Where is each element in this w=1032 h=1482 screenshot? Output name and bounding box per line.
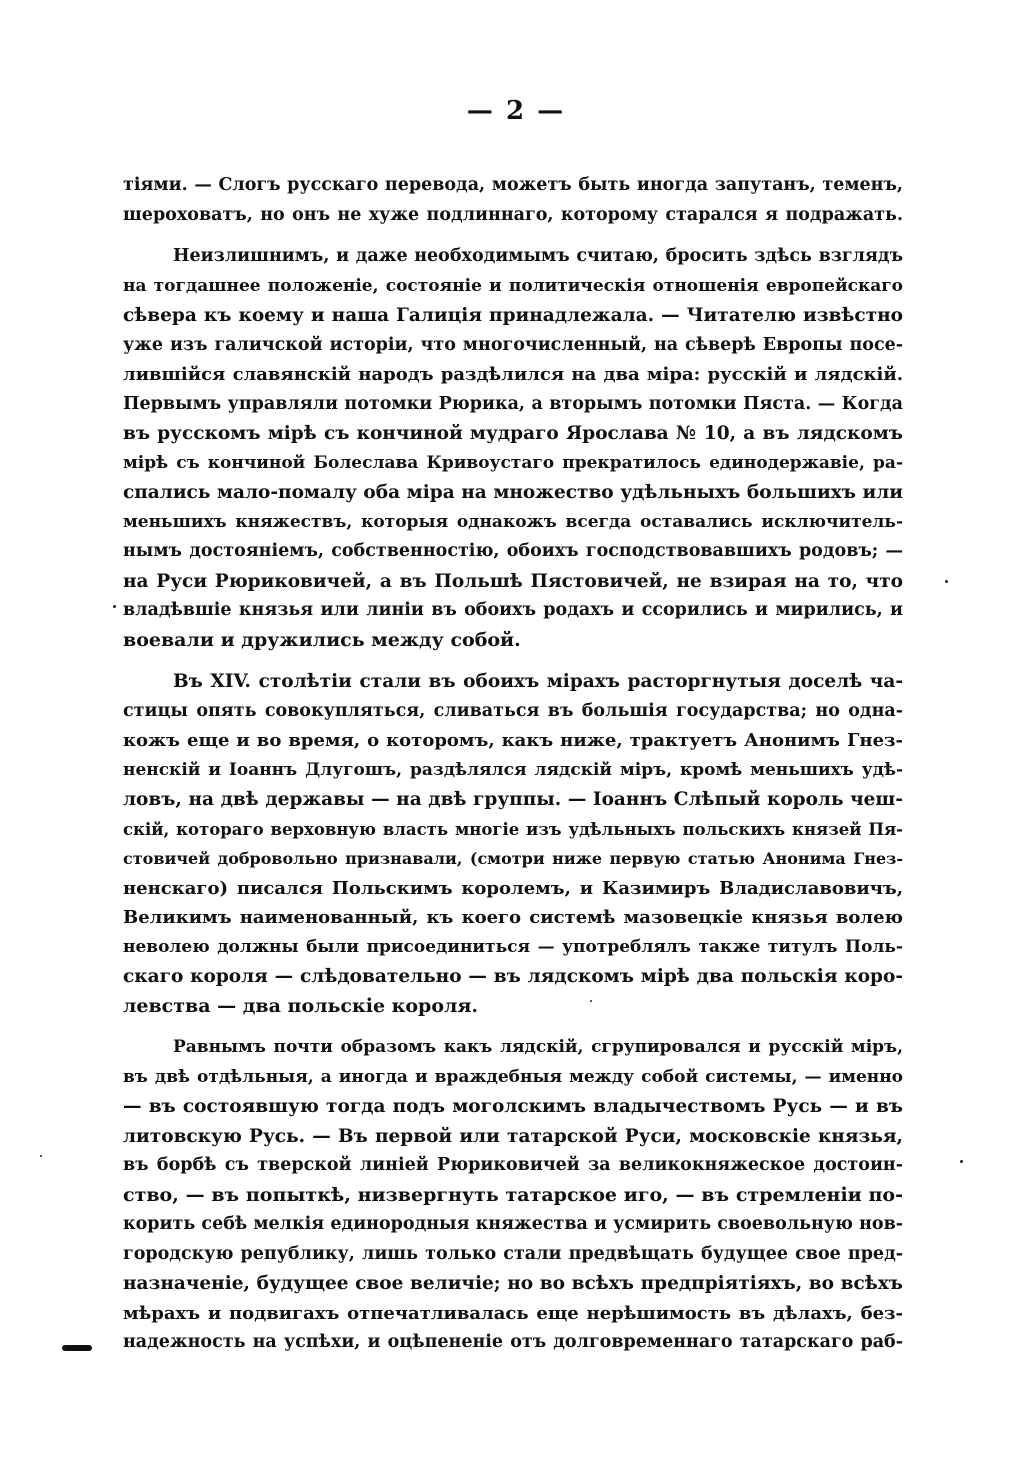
text-line: городскую републику, лишь только стали предвѣщать будущее свое пред- xyxy=(123,1243,903,1264)
text-line: литовскую Русь. — Въ первой или татарской Руси, московскіе князья, xyxy=(123,1125,903,1147)
text-line: скаго короля — слѣдовательно — въ лядскомъ мірѣ два польскія коро- xyxy=(123,966,903,987)
text-line: надежность на успѣхи, и оцѣпененіе отъ долговременнаго татарскаго раб- xyxy=(123,1332,903,1352)
text-line: спались мало-помалу оба міра на множество удѣльныхъ большихъ или xyxy=(123,482,903,503)
text-line: левства — два польскіе короля. xyxy=(123,994,479,1017)
text-line: назначеніе, будущее свое величіе; но во всѣхъ предпріятіяхъ, во всѣхъ xyxy=(123,1273,903,1294)
text-line: тіями. — Слогъ русскаго перевода, можетъ быть иногда запутанъ, теменъ, xyxy=(123,175,903,195)
text-line: уже изъ галичской исторіи, что многочисленный, на сѣверѣ Европы посе- xyxy=(123,334,903,355)
text-line: въ русскомъ мірѣ съ кончиной мудраго Ярослава № 10, а въ лядскомъ xyxy=(123,423,903,444)
text-line: стовичей добровольно признавали, (смотри ниже первую статью Анонима Гнез- xyxy=(123,849,903,868)
text-line: на Руси Рюриковичей, а въ Польшѣ Пястовичей, не взирая на то, что xyxy=(123,570,903,592)
scan-speck xyxy=(590,1000,592,1002)
text-line: сѣвера къ коему и наша Галиція принадлежала. — Читателю извѣстно xyxy=(123,305,903,326)
text-line: скій, котораго верховную власть многіе изъ удѣльныхъ польскихъ князей Пя- xyxy=(123,819,903,839)
text-line: мѣрахъ и подвигахъ отпечатливалась еще нерѣшимость въ дѣлахъ, без- xyxy=(123,1302,903,1324)
text-line: Первымъ управляли потомки Рюрика, а вторымъ потомки Пяста. — Когда xyxy=(123,393,903,414)
scan-speck xyxy=(945,580,948,583)
paragraph-4 xyxy=(123,1033,903,1358)
text-line: владѣвшіе князья или линіи въ обоихъ родахъ и ссорились и мирились, и xyxy=(123,600,903,620)
text-line: въ борбѣ съ тверской линіей Рюриковичей за великокняжеское достоин- xyxy=(123,1155,903,1175)
text-line: Великимъ наименованный, къ коего системѣ мазовецкіе князья волею xyxy=(123,907,903,928)
paragraph-3 xyxy=(123,667,903,1021)
text-line: Въ XIV. столѣтіи стали въ обоихъ мірахъ расторгнутыя доселѣ ча- xyxy=(173,671,903,692)
scan-speck xyxy=(960,1160,963,1163)
text-line: — въ состоявшую тогда подъ моголскимъ владычествомъ Русь — и въ xyxy=(123,1096,903,1117)
scan-margin-mark xyxy=(62,1345,92,1351)
text-line: ненскій и Іоаннъ Длугошъ, раздѣлялся лядскій міръ, кромѣ меньшихъ удѣ- xyxy=(123,759,903,780)
paragraph-1 xyxy=(123,171,903,230)
text-line: лившійся славянскій народъ раздѣлился на два міра: русскій и лядскій. xyxy=(123,364,903,385)
text-line: Равнымъ почти образомъ какъ лядскій, сгрупировался и русскій міръ, xyxy=(173,1037,903,1057)
scan-speck xyxy=(113,605,116,608)
text-line: ство, — въ попыткѣ, низвергнуть татарское иго, — въ стремленіи по- xyxy=(123,1183,903,1206)
text-line: Неизлишнимъ, и даже необходимымъ считаю, бросить здѣсь взглядъ xyxy=(173,246,903,266)
text-line: на тогдашнее положеніе, состояніе и политическія отношенія европейскаго xyxy=(123,275,903,296)
text-line: шероховатъ, но онъ не хуже подлиннаго, которому старался я подражать. xyxy=(123,204,903,225)
text-line: меньшихъ княжествъ, которыя однакожъ всегда оставались исключитель- xyxy=(123,511,903,532)
page-number: — 2 — xyxy=(466,96,566,126)
text-line: мірѣ съ кончиной Болеслава Кривоустаго прекратилось единодержавіе, ра- xyxy=(123,452,903,473)
text-line: воевали и дружились между собой. xyxy=(123,628,521,651)
text-line: въ двѣ отдѣльныя, а иногда и враждебныя между собой системы, — именно xyxy=(123,1066,903,1087)
text-line: нымъ достояніемъ, собственностію, обоихъ господствовавшихъ родовъ; — xyxy=(123,541,903,561)
text-line: неволею должны были присоединиться — употреблялъ также титулъ Поль- xyxy=(123,936,903,957)
paragraph-2 xyxy=(123,242,903,655)
text-line: ненскаго) писался Польскимъ королемъ, и Казимиръ Владиславовичъ, xyxy=(123,877,903,899)
body-text xyxy=(123,171,903,1358)
text-line: стицы опять совокупляться, сливаться въ большія государства; но одна- xyxy=(123,700,903,721)
scan-speck xyxy=(40,1155,42,1157)
text-line: кожъ еще и во время, о которомъ, какъ ниже, трактуетъ Анонимъ Гнез- xyxy=(123,730,903,751)
text-line: корить себѣ мелкія единородныя княжества и усмирить своевольную нов- xyxy=(123,1214,903,1234)
text-line: ловъ, на двѣ державы — на двѣ группы. — Іоаннъ Слѣпый король чеш- xyxy=(123,789,903,810)
